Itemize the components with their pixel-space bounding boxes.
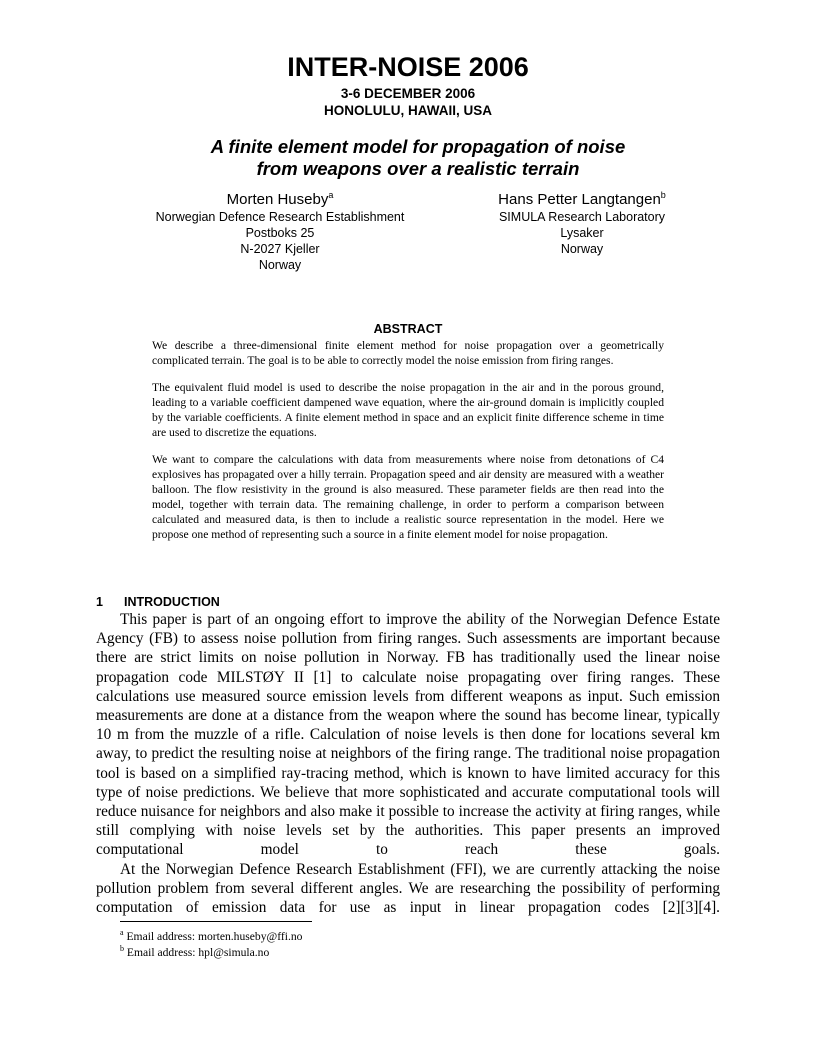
footnote-text: Email address: hpl@simula.no [126,946,270,959]
author-name: Hans Petter Langtangen$^b$ [498,190,666,208]
conference-place: HONOLULU, HAWAII, USA [324,103,492,118]
footnotes [120,929,302,961]
paper-title-line-1: A finite element model for propagation of noise [210,136,626,157]
author-affiliation-line: Norway [560,242,604,256]
footnote-divider [120,921,312,922]
section-title: INTRODUCTION [124,595,220,609]
paper-title [0,136,816,180]
author-marker: a [328,190,334,200]
abstract-paragraph: We want to compare the calculations with data from measurements where noise from detonations of C4 explosives has propagated over a hilly terrain. Propagation speed and air density are measured with a weather balloon. The flow resistivity in the ground is also measured. These parameter fields are then read into the model, together with terrain data. The remaining challenge, in order to perform a comparison between calculated and measured data, is then to include a realistic source representation in the model. Here we propose one method of representing such a source in a finite element model for noise propagation. [152,453,664,541]
footnote [120,929,302,945]
footnote [120,945,302,961]
footnote-text: Email address: morten.huseby@ffi.no [126,930,303,943]
author-affiliation-line: Lysaker [560,226,604,240]
section-number: 1 [96,595,103,609]
paper-title-line-2: from weapons over a realistic terrain [256,158,580,179]
body-paragraph: This paper is part of an ongoing effort to improve the ability of the Norwegian Defence Estate Agency (FB) to assess noise pollution from firing ranges. Such assessments are important because there are strict limits on noise pollution in Norway. FB has traditionally used the linear noise propagation code MILSTØY II [1] to calculate noise propagating over firing ranges. These calculations use measured source emission levels from different weapons as input. Such emission measurements are done at a distance from the weapon where the sound has become linear, typically 10 m from the muzzle of a rifle. Calculation of noise levels is then done for locations several km away, to predict the resulting noise at neighbors of the firing range. The traditional noise propagation tool is based on a simplified ray-tracing method, which is known to have limited accuracy for this type of noise predictions. We believe that more sophisticated and accurate computational tools will reduce nuisance for neighbors and also make it possible to increase the activity at firing ranges, while still complying with noise levels set by the authorities. This paper presents an improved computational model to reach these goals. [96,611,720,859]
author-affiliation-line: Norwegian Defence Research Establishment [155,210,405,224]
author-block-2 [470,190,694,257]
body-paragraph: At the Norwegian Defence Research Establishment (FFI), we are currently attacking the noise pollution problem from several different angles. We are researching the possibility of performing computation of emission data for use as input in linear propagation codes [2][3][4]. [96,860,720,917]
footnote-marker: b [120,944,124,953]
author-marker: b [660,190,666,200]
author-affiliation-line: SIMULA Research Laboratory [498,210,666,224]
section-heading [96,594,220,610]
conference-title: INTER-NOISE 2006 [287,52,529,82]
author-affiliation-line: Norway [258,258,302,272]
conference-dates: 3-6 DECEMBER 2006 [340,86,476,101]
abstract-paragraph: We describe a three-dimensional finite element method for noise propagation over a geometrically complicated terrain. The goal is to be able to correctly model the noise emission from firing ranges. [152,339,664,367]
author-affiliation-line: Postboks 25 [245,226,315,240]
abstract-body [152,338,664,554]
abstract-heading: ABSTRACT [373,322,443,336]
abstract-paragraph: The equivalent fluid model is used to describe the noise propagation in the air and in the porous ground, leading to a variable coefficient dampened wave equation, where the air-ground domain is implicitly coupled by the variable coefficients. A finite element method in space and an explicit finite difference scheme in time are used to discretize the equations. [152,381,664,439]
footnote-marker: a [120,928,124,937]
section-body [96,610,720,917]
author-block-1 [130,190,430,273]
author-name: Morten Huseby$^a$ [226,190,334,208]
author-affiliation-line: N-2027 Kjeller [240,242,320,256]
